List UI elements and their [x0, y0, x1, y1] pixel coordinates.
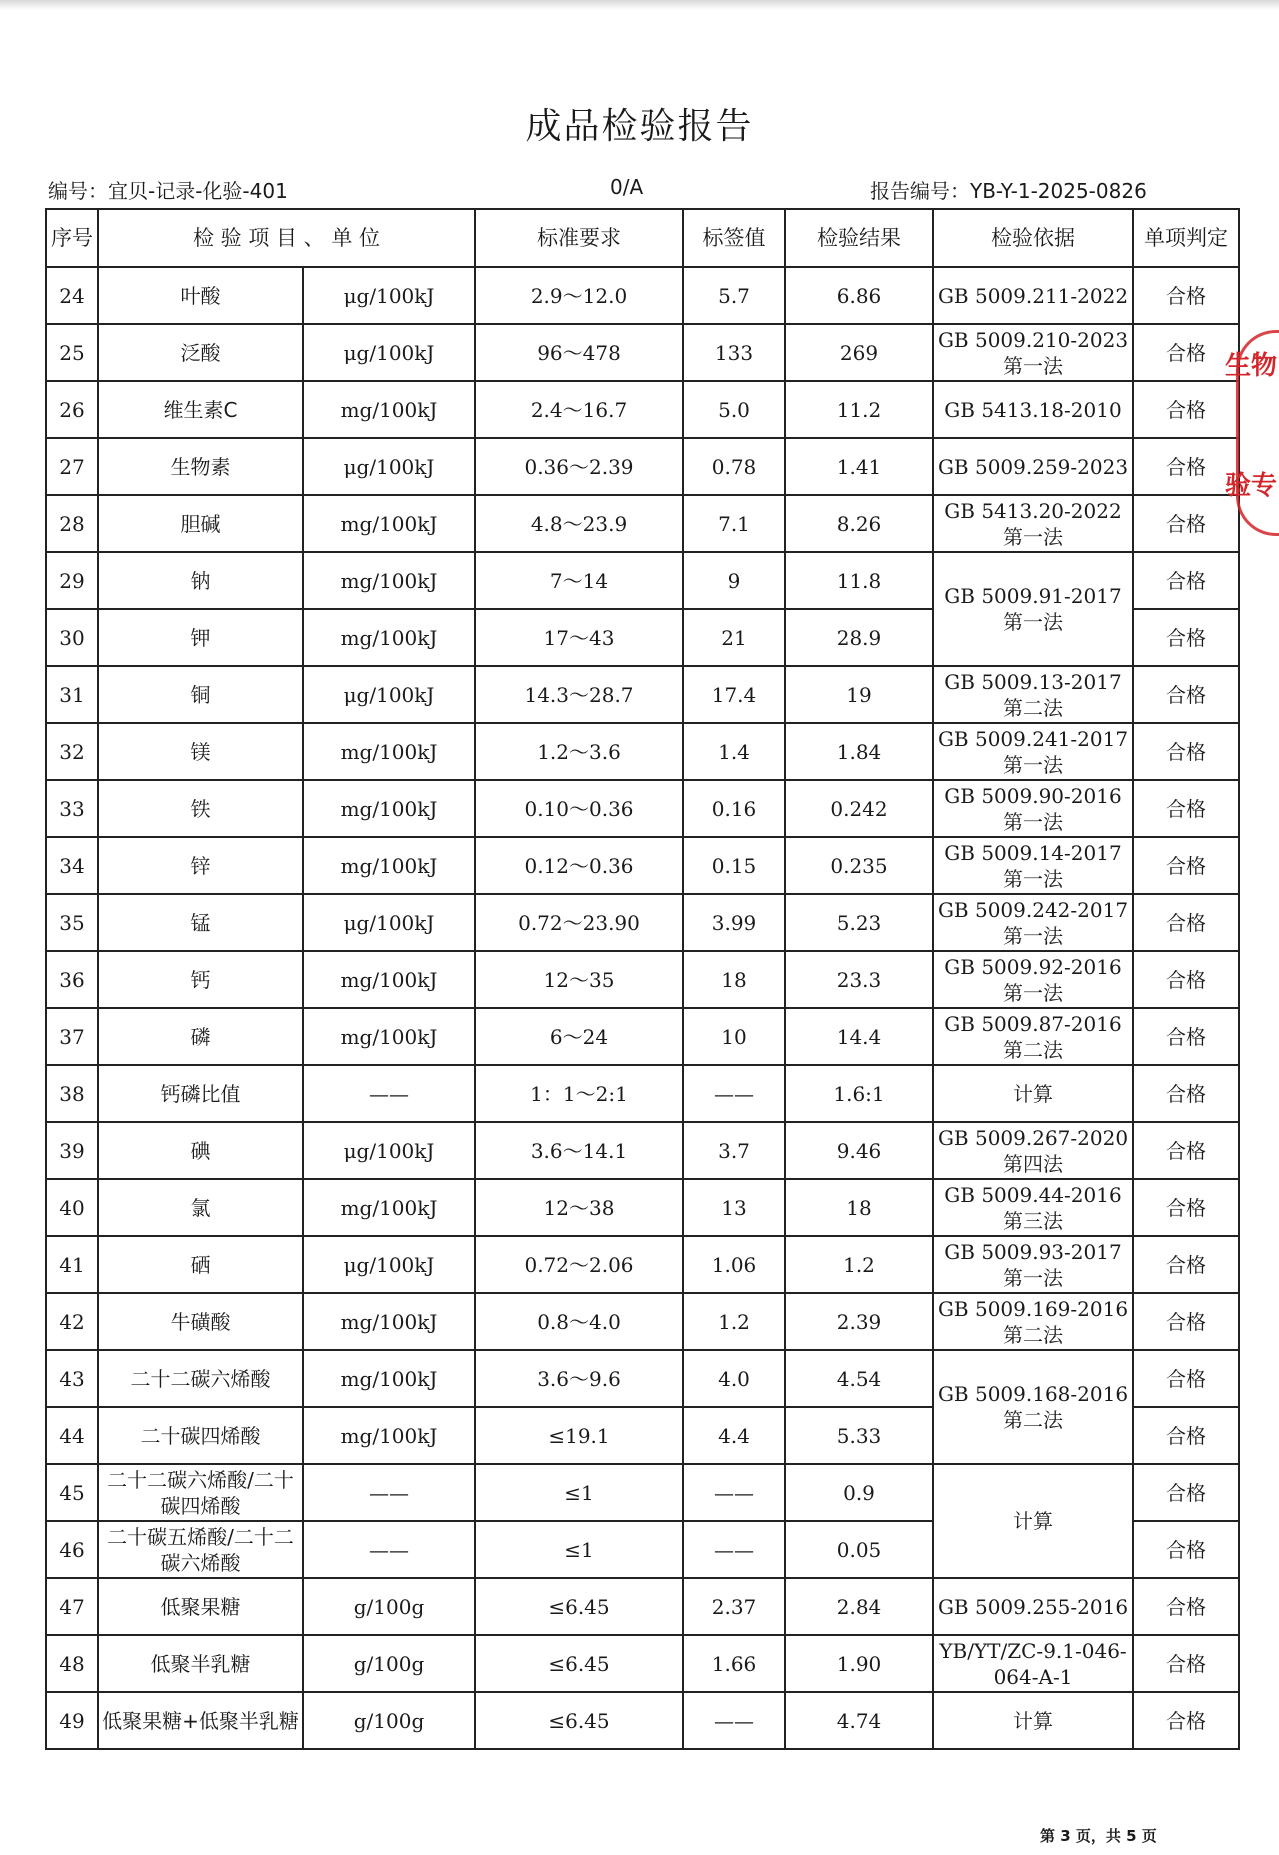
row-seq: 28: [46, 495, 98, 552]
row-basis: [933, 1236, 1133, 1293]
row-seq: 45: [46, 1464, 98, 1521]
row-seq: 26: [46, 381, 98, 438]
basis-line: GB 5009.255-2016: [937, 1594, 1129, 1619]
row-standard: ≤1: [475, 1464, 683, 1521]
row-standard: 0.72～23.90: [475, 894, 683, 951]
row-judgement: 合格: [1133, 1350, 1239, 1407]
table-row: [46, 324, 1239, 381]
row-basis: [933, 1122, 1133, 1179]
row-unit: μg/100kJ: [303, 438, 475, 495]
basis-line: 第一法: [1003, 752, 1063, 777]
basis-line: 第一法: [1003, 353, 1063, 378]
row-seq: 27: [46, 438, 98, 495]
row-standard: 3.6～9.6: [475, 1350, 683, 1407]
row-judgement: 合格: [1133, 780, 1239, 837]
row-label: 7.1: [683, 495, 785, 552]
row-standard: ≤6.45: [475, 1578, 683, 1635]
table-row: [46, 1179, 1239, 1236]
row-result: 11.8: [785, 552, 933, 609]
row-judgement: 合格: [1133, 1464, 1239, 1521]
row-basis: [933, 495, 1133, 552]
row-label: 5.7: [683, 267, 785, 324]
row-result: 1.41: [785, 438, 933, 495]
row-item: 泛酸: [98, 324, 303, 381]
row-item: 碘: [98, 1122, 303, 1179]
table-row: [46, 837, 1239, 894]
row-item: 二十二碳六烯酸/二十碳四烯酸: [98, 1464, 303, 1521]
row-unit: mg/100kJ: [303, 495, 475, 552]
row-unit: mg/100kJ: [303, 951, 475, 1008]
row-unit: ——: [303, 1521, 475, 1578]
row-label: 0.16: [683, 780, 785, 837]
row-seq: 38: [46, 1065, 98, 1122]
table-row: [46, 780, 1239, 837]
basis-line: GB 5009.168-2016: [937, 1382, 1129, 1406]
table-row: [46, 1008, 1239, 1065]
row-basis: [933, 1635, 1133, 1692]
row-result: 0.242: [785, 780, 933, 837]
row-item: 胆碱: [98, 495, 303, 552]
header-standard: 标准要求: [475, 209, 683, 267]
row-basis: [933, 267, 1133, 324]
basis-line: YB/YT/ZC-9.1-046-: [939, 1638, 1127, 1663]
row-label: 3.7: [683, 1122, 785, 1179]
basis-line: 第一法: [1003, 610, 1063, 634]
basis-line: GB 5009.241-2017: [937, 726, 1129, 751]
row-basis: [933, 1350, 1133, 1464]
row-standard: 12～35: [475, 951, 683, 1008]
row-basis: [933, 381, 1133, 438]
basis-line: GB 5009.242-2017: [937, 897, 1129, 922]
row-seq: 31: [46, 666, 98, 723]
row-basis: [933, 1464, 1133, 1578]
row-judgement: 合格: [1133, 1692, 1239, 1749]
table-body: [46, 267, 1239, 1749]
row-standard: 3.6～14.1: [475, 1122, 683, 1179]
row-judgement: 合格: [1133, 1008, 1239, 1065]
row-item: 氯: [98, 1179, 303, 1236]
header-judgement: 单项判定: [1133, 209, 1239, 267]
row-label: 1.2: [683, 1293, 785, 1350]
table-row: [46, 495, 1239, 552]
row-judgement: 合格: [1133, 609, 1239, 666]
table-row: [46, 723, 1239, 780]
row-item: 二十二碳六烯酸: [98, 1350, 303, 1407]
row-basis: [933, 951, 1133, 1008]
row-label: 4.0: [683, 1350, 785, 1407]
row-result: 1.2: [785, 1236, 933, 1293]
table-row: [46, 1293, 1239, 1350]
row-standard: ≤6.45: [475, 1692, 683, 1749]
basis-line: 第四法: [1003, 1151, 1063, 1176]
table-row: [46, 1065, 1239, 1122]
row-item: 低聚半乳糖: [98, 1635, 303, 1692]
row-judgement: 合格: [1133, 1635, 1239, 1692]
row-basis: [933, 780, 1133, 837]
row-standard: 6～24: [475, 1008, 683, 1065]
basis-line: GB 5009.91-2017: [944, 584, 1122, 608]
doc-code: 编号：宜贝-记录-化验-401: [48, 179, 288, 203]
row-unit: mg/100kJ: [303, 381, 475, 438]
row-result: 5.23: [785, 894, 933, 951]
row-item: 钙: [98, 951, 303, 1008]
row-judgement: 合格: [1133, 1578, 1239, 1635]
row-seq: 24: [46, 267, 98, 324]
row-basis: [933, 1293, 1133, 1350]
row-item: 钙磷比值: [98, 1065, 303, 1122]
row-item: 钾: [98, 609, 303, 666]
basis-line: GB 5009.90-2016: [944, 783, 1122, 808]
row-result: 9.46: [785, 1122, 933, 1179]
table-header-row: [46, 209, 1239, 267]
inspection-table: [45, 208, 1240, 1750]
row-judgement: 合格: [1133, 267, 1239, 324]
table-row: [46, 1350, 1239, 1407]
row-seq: 43: [46, 1350, 98, 1407]
row-unit: g/100g: [303, 1692, 475, 1749]
row-label: 18: [683, 951, 785, 1008]
row-judgement: 合格: [1133, 723, 1239, 780]
row-unit: mg/100kJ: [303, 723, 475, 780]
row-judgement: 合格: [1133, 495, 1239, 552]
row-result: 28.9: [785, 609, 933, 666]
row-standard: ≤19.1: [475, 1407, 683, 1464]
row-seq: 35: [46, 894, 98, 951]
row-unit: mg/100kJ: [303, 609, 475, 666]
row-seq: 47: [46, 1578, 98, 1635]
row-result: 6.86: [785, 267, 933, 324]
row-standard: ≤6.45: [475, 1635, 683, 1692]
table-row: [46, 1635, 1239, 1692]
basis-line: GB 5009.14-2017: [944, 840, 1122, 865]
row-unit: mg/100kJ: [303, 1293, 475, 1350]
row-item: 钠: [98, 552, 303, 609]
row-judgement: 合格: [1133, 1293, 1239, 1350]
header-label: 标签值: [683, 209, 785, 267]
basis-line: GB 5009.210-2023: [937, 327, 1129, 352]
row-label: ——: [683, 1521, 785, 1578]
row-label: 0.15: [683, 837, 785, 894]
row-result: 19: [785, 666, 933, 723]
row-seq: 25: [46, 324, 98, 381]
table-row: [46, 1692, 1239, 1749]
row-judgement: 合格: [1133, 552, 1239, 609]
row-result: 5.33: [785, 1407, 933, 1464]
row-judgement: 合格: [1133, 1179, 1239, 1236]
row-unit: μg/100kJ: [303, 1236, 475, 1293]
row-standard: 7～14: [475, 552, 683, 609]
basis-line: 第二法: [1003, 1037, 1063, 1062]
row-item: 铜: [98, 666, 303, 723]
basis-line: GB 5009.93-2017: [944, 1239, 1122, 1264]
row-result: 23.3: [785, 951, 933, 1008]
basis-line: GB 5009.267-2020: [937, 1125, 1129, 1150]
row-label: 2.37: [683, 1578, 785, 1635]
row-item: 磷: [98, 1008, 303, 1065]
row-judgement: 合格: [1133, 324, 1239, 381]
row-standard: 12～38: [475, 1179, 683, 1236]
row-item: 锌: [98, 837, 303, 894]
table-row: [46, 438, 1239, 495]
row-standard: 4.8～23.9: [475, 495, 683, 552]
row-unit: ——: [303, 1464, 475, 1521]
row-seq: 44: [46, 1407, 98, 1464]
table-row: [46, 951, 1239, 1008]
basis-line: GB 5009.211-2022: [937, 283, 1129, 308]
basis-line: 064-A-1: [993, 1664, 1073, 1689]
row-unit: μg/100kJ: [303, 666, 475, 723]
row-unit: mg/100kJ: [303, 1179, 475, 1236]
row-result: 1.90: [785, 1635, 933, 1692]
row-seq: 34: [46, 837, 98, 894]
row-judgement: 合格: [1133, 1236, 1239, 1293]
row-seq: 40: [46, 1179, 98, 1236]
row-seq: 41: [46, 1236, 98, 1293]
row-result: 11.2: [785, 381, 933, 438]
row-label: ——: [683, 1065, 785, 1122]
row-result: 0.9: [785, 1464, 933, 1521]
basis-line: 计算: [1013, 1708, 1053, 1733]
row-item: 二十碳四烯酸: [98, 1407, 303, 1464]
report-title: 成品检验报告: [525, 106, 754, 147]
basis-line: 第一法: [1003, 923, 1063, 948]
row-basis: [933, 1179, 1133, 1236]
header-item-unit: 检 验 项 目 、 单 位: [98, 209, 475, 267]
row-basis: [933, 1065, 1133, 1122]
row-judgement: 合格: [1133, 837, 1239, 894]
table-row: [46, 666, 1239, 723]
basis-line: 第三法: [1003, 1208, 1063, 1233]
row-result: 0.235: [785, 837, 933, 894]
basis-line: 第二法: [1003, 1408, 1063, 1432]
row-basis: [933, 438, 1133, 495]
row-unit: ——: [303, 1065, 475, 1122]
row-seq: 37: [46, 1008, 98, 1065]
row-standard: 0.10～0.36: [475, 780, 683, 837]
row-standard: 2.9～12.0: [475, 267, 683, 324]
row-item: 维生素C: [98, 381, 303, 438]
row-unit: μg/100kJ: [303, 324, 475, 381]
row-judgement: 合格: [1133, 438, 1239, 495]
row-basis: [933, 723, 1133, 780]
row-basis: [933, 1692, 1133, 1749]
row-result: 1.84: [785, 723, 933, 780]
row-label: 0.78: [683, 438, 785, 495]
basis-line: 第一法: [1003, 809, 1063, 834]
row-result: 0.05: [785, 1521, 933, 1578]
row-label: 5.0: [683, 381, 785, 438]
row-item: 锰: [98, 894, 303, 951]
row-label: 1.06: [683, 1236, 785, 1293]
row-standard: 1.2～3.6: [475, 723, 683, 780]
row-unit: g/100g: [303, 1635, 475, 1692]
row-label: ——: [683, 1692, 785, 1749]
basis-line: 计算: [1013, 1509, 1053, 1533]
row-unit: mg/100kJ: [303, 1407, 475, 1464]
row-label: 10: [683, 1008, 785, 1065]
row-standard: 0.12～0.36: [475, 837, 683, 894]
row-standard: 0.36～2.39: [475, 438, 683, 495]
row-item: 低聚果糖: [98, 1578, 303, 1635]
basis-line: 第二法: [1003, 695, 1063, 720]
row-item: 牛磺酸: [98, 1293, 303, 1350]
page-number: 第 3 页，共 5 页: [1040, 1827, 1157, 1845]
row-seq: 36: [46, 951, 98, 1008]
row-judgement: 合格: [1133, 1065, 1239, 1122]
stamp-text-top: 生物: [1224, 351, 1277, 381]
table-row: [46, 552, 1239, 609]
doc-version: 0/A: [610, 175, 644, 199]
row-label: 3.99: [683, 894, 785, 951]
basis-line: GB 5009.259-2023: [937, 454, 1129, 479]
row-seq: 29: [46, 552, 98, 609]
header-basis: 检验依据: [933, 209, 1133, 267]
row-result: 2.84: [785, 1578, 933, 1635]
row-unit: mg/100kJ: [303, 1008, 475, 1065]
row-seq: 46: [46, 1521, 98, 1578]
row-standard: 2.4～16.7: [475, 381, 683, 438]
row-item: 镁: [98, 723, 303, 780]
row-result: 1.6:1: [785, 1065, 933, 1122]
row-seq: 33: [46, 780, 98, 837]
row-label: 1.4: [683, 723, 785, 780]
row-label: 4.4: [683, 1407, 785, 1464]
row-seq: 42: [46, 1293, 98, 1350]
basis-line: GB 5009.169-2016: [937, 1296, 1129, 1321]
row-unit: μg/100kJ: [303, 267, 475, 324]
row-item: 硒: [98, 1236, 303, 1293]
row-judgement: 合格: [1133, 1122, 1239, 1179]
basis-line: 第二法: [1003, 1322, 1063, 1347]
row-basis: [933, 894, 1133, 951]
row-seq: 32: [46, 723, 98, 780]
row-result: 2.39: [785, 1293, 933, 1350]
basis-line: GB 5009.44-2016: [944, 1182, 1122, 1207]
row-seq: 49: [46, 1692, 98, 1749]
table-row: [46, 267, 1239, 324]
stamp-text-bottom: 验专: [1224, 471, 1277, 501]
row-item: 叶酸: [98, 267, 303, 324]
row-seq: 30: [46, 609, 98, 666]
row-standard: 0.72～2.06: [475, 1236, 683, 1293]
row-basis: [933, 324, 1133, 381]
row-basis: [933, 666, 1133, 723]
row-result: 4.74: [785, 1692, 933, 1749]
row-standard: 1：1～2:1: [475, 1065, 683, 1122]
row-judgement: 合格: [1133, 1521, 1239, 1578]
row-label: ——: [683, 1464, 785, 1521]
row-judgement: 合格: [1133, 381, 1239, 438]
row-item: 铁: [98, 780, 303, 837]
basis-line: 第一法: [1003, 980, 1063, 1005]
row-label: 13: [683, 1179, 785, 1236]
basis-line: GB 5413.20-2022: [944, 498, 1122, 523]
row-standard: 0.8～4.0: [475, 1293, 683, 1350]
row-result: 269: [785, 324, 933, 381]
basis-line: GB 5009.13-2017: [944, 669, 1122, 694]
basis-line: GB 5009.87-2016: [944, 1011, 1122, 1036]
table-row: [46, 1464, 1239, 1521]
table-row: [46, 1236, 1239, 1293]
table-row: [46, 381, 1239, 438]
row-result: 14.4: [785, 1008, 933, 1065]
row-label: 9: [683, 552, 785, 609]
row-standard: ≤1: [475, 1521, 683, 1578]
row-item: 二十碳五烯酸/二十二碳六烯酸: [98, 1521, 303, 1578]
basis-line: 第一法: [1003, 524, 1063, 549]
row-judgement: 合格: [1133, 1407, 1239, 1464]
table-row: [46, 894, 1239, 951]
row-item: 生物素: [98, 438, 303, 495]
page-edge-shade: [0, 0, 1279, 10]
row-unit: g/100g: [303, 1578, 475, 1635]
row-unit: μg/100kJ: [303, 894, 475, 951]
header-seq: 序号: [46, 209, 98, 267]
row-judgement: 合格: [1133, 666, 1239, 723]
row-item: 低聚果糖+低聚半乳糖: [98, 1692, 303, 1749]
row-result: 4.54: [785, 1350, 933, 1407]
row-unit: μg/100kJ: [303, 1122, 475, 1179]
row-judgement: 合格: [1133, 951, 1239, 1008]
header-result: 检验结果: [785, 209, 933, 267]
row-label: 17.4: [683, 666, 785, 723]
row-basis: [933, 552, 1133, 666]
row-unit: mg/100kJ: [303, 780, 475, 837]
row-seq: 48: [46, 1635, 98, 1692]
row-label: 21: [683, 609, 785, 666]
basis-line: 第一法: [1003, 866, 1063, 891]
row-basis: [933, 1008, 1133, 1065]
row-seq: 39: [46, 1122, 98, 1179]
row-judgement: 合格: [1133, 894, 1239, 951]
row-standard: 96～478: [475, 324, 683, 381]
basis-line: GB 5413.18-2010: [944, 397, 1122, 422]
report-number: 报告编号：YB-Y-1-2025-0826: [870, 179, 1147, 203]
row-standard: 14.3～28.7: [475, 666, 683, 723]
row-basis: [933, 1578, 1133, 1635]
row-result: 8.26: [785, 495, 933, 552]
table-row: [46, 1122, 1239, 1179]
table-row: [46, 1578, 1239, 1635]
basis-line: GB 5009.92-2016: [944, 954, 1122, 979]
row-label: 133: [683, 324, 785, 381]
row-unit: mg/100kJ: [303, 1350, 475, 1407]
row-basis: [933, 837, 1133, 894]
basis-line: 第一法: [1003, 1265, 1063, 1290]
row-result: 18: [785, 1179, 933, 1236]
row-label: 1.66: [683, 1635, 785, 1692]
row-standard: 17～43: [475, 609, 683, 666]
basis-line: 计算: [1013, 1081, 1053, 1106]
row-unit: mg/100kJ: [303, 552, 475, 609]
row-unit: mg/100kJ: [303, 837, 475, 894]
